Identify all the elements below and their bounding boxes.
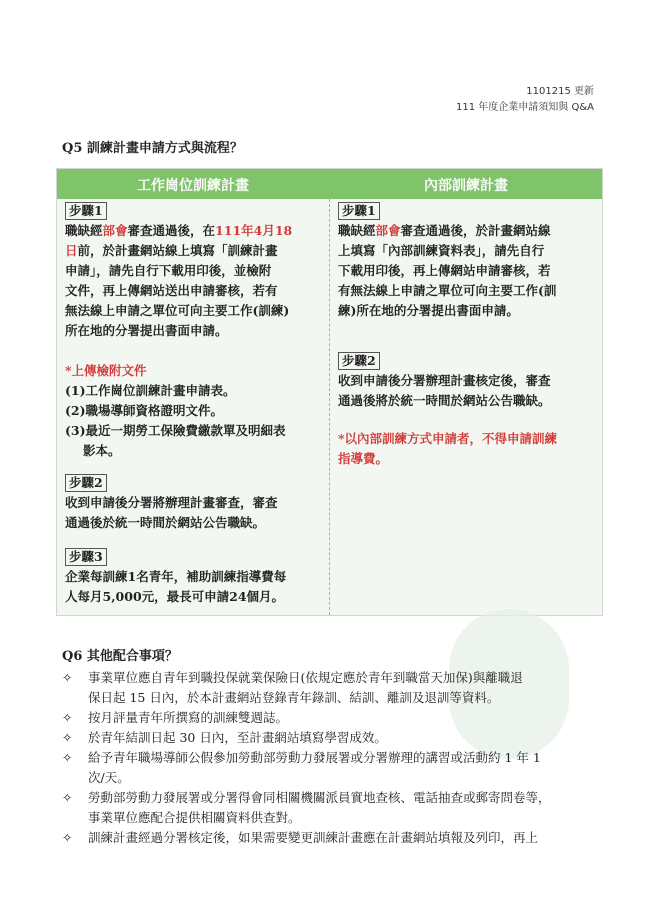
internal-training-note: *以內部訓練方式申請者，不得申請訓練 bbox=[338, 431, 558, 446]
list-item-text: 於青年結訓日起 30 日內，至計畫網站填寫學習成效。 bbox=[88, 730, 387, 745]
list-item bbox=[62, 668, 617, 708]
q6-title: Q6 其他配合事項？ bbox=[62, 649, 178, 664]
cooperation-items-list bbox=[62, 668, 617, 848]
list-item-text: 勞動部勞動力發展署或分署得會同相關機關派員實地查核、電話抽查或郵寄問卷等， bbox=[88, 790, 551, 805]
step1-text-left: 文件，再上傳網站送出申請審核，若有 bbox=[65, 283, 278, 298]
list-item bbox=[62, 748, 617, 788]
diamond-outline-icon: ✧ bbox=[62, 730, 73, 745]
list-item bbox=[62, 828, 617, 848]
step1-label-right: 步驟1 bbox=[338, 202, 380, 220]
step1-line1-left: 職缺經部會審查通過後，在111年4月18 bbox=[65, 223, 293, 238]
step1-label-left: 步驟1 bbox=[65, 202, 107, 220]
list-item-text: 次/天。 bbox=[88, 770, 130, 785]
list-item-text: 按月評量青年所撰寫的訓練雙週誌。 bbox=[88, 710, 289, 725]
step1-line2-left: 日前，於計畫網站線上填寫「訓練計畫 bbox=[65, 243, 278, 258]
q5-title: Q5 訓練計畫申請方式與流程？ bbox=[62, 141, 243, 156]
diamond-outline-icon: ✧ bbox=[62, 710, 73, 725]
diamond-outline-icon: ✧ bbox=[62, 750, 73, 765]
list-item bbox=[62, 708, 617, 728]
step1-text-left: 所在地的分署提出書面申請。 bbox=[65, 323, 228, 338]
list-item bbox=[62, 728, 617, 748]
step1-text-left: 無法線上申請之單位可向主要工作(訓練) bbox=[65, 303, 290, 318]
internal-training-cell bbox=[338, 199, 596, 469]
attachment-item: 影本。 bbox=[83, 443, 121, 458]
list-item-text: 事業單位應自青年到職投保就業保險日(依規定應於青年到職當天加保)與離職退 bbox=[88, 670, 523, 685]
attachment-title: *上傳檢附文件 bbox=[65, 363, 147, 378]
column-header-onjob-training: 工作崗位訓練計畫 bbox=[137, 178, 249, 194]
attachment-item: (2)職場導師資格證明文件。 bbox=[65, 403, 224, 418]
internal-training-note: 指導費。 bbox=[338, 451, 389, 466]
list-item-text: 給予青年職場導師公假參加勞動部勞動力發展署或分署辦理的講習或活動約 1 年 1 bbox=[88, 750, 541, 765]
application-flow-table bbox=[56, 168, 603, 616]
step1-text-right: 有無法線上申請之單位可向主要工作(訓 bbox=[338, 283, 557, 298]
step1-text-right: 練)所在地的分署提出書面申請。 bbox=[338, 303, 519, 318]
attachment-item: (1)工作崗位訓練計畫申請表。 bbox=[65, 383, 236, 398]
step3-text-left: 企業每訓練1名青年，補助訓練指導費每 bbox=[65, 569, 287, 584]
list-item-text: 事業單位應配合提供相關資料供查對。 bbox=[88, 810, 301, 825]
diamond-outline-icon: ✧ bbox=[62, 670, 73, 685]
step2-text-left: 收到申請後分署將辦理計畫審查，審查 bbox=[65, 495, 278, 510]
step1-text-right: 上填寫「內部訓練資料表」，請先自行 bbox=[338, 243, 545, 258]
step2-label-right: 步驟2 bbox=[338, 352, 380, 370]
column-divider bbox=[329, 199, 330, 615]
step3-label-left: 步驟3 bbox=[65, 548, 107, 566]
column-header-internal-training: 內部訓練計畫 bbox=[424, 178, 508, 194]
step2-text-right: 通過後將於統一時間於網站公告職缺。 bbox=[338, 393, 551, 408]
list-item-text: 訓練計畫經過分署核定後，如果需要變更訓練計畫應在計畫網站填報及列印，再上 bbox=[88, 830, 539, 845]
step1-text-left: 申請」，請先自行下載用印後，並檢附 bbox=[65, 263, 272, 278]
diamond-outline-icon: ✧ bbox=[62, 830, 73, 845]
table-header bbox=[57, 169, 602, 199]
onjob-training-cell bbox=[65, 199, 325, 607]
list-item-text: 保日起 15 日內，於本計畫網站登錄青年錄訓、結訓、離訓及退訓等資料。 bbox=[88, 690, 500, 705]
step2-label-left: 步驟2 bbox=[65, 474, 107, 492]
step1-line1-right: 職缺經部會審查通過後，於計畫網站線 bbox=[338, 223, 551, 238]
list-item bbox=[62, 788, 617, 828]
attachment-item: (3)最近一期勞工保險費繳款單及明細表 bbox=[65, 423, 286, 438]
step2-text-right: 收到申請後分署辦理計畫核定後，審查 bbox=[338, 373, 551, 388]
step3-text-left: 人每月5,000元，最長可申請24個月。 bbox=[65, 589, 285, 604]
diamond-outline-icon: ✧ bbox=[62, 790, 73, 805]
step2-text-left: 通過後於統一時間於網站公告職缺。 bbox=[65, 515, 266, 530]
step1-text-right: 下載用印後，再上傳網站申請審核，若 bbox=[338, 263, 551, 278]
update-date: 1101215 更新 bbox=[526, 86, 594, 97]
document-title: 111 年度企業申請須知與 Q&A bbox=[456, 102, 594, 113]
